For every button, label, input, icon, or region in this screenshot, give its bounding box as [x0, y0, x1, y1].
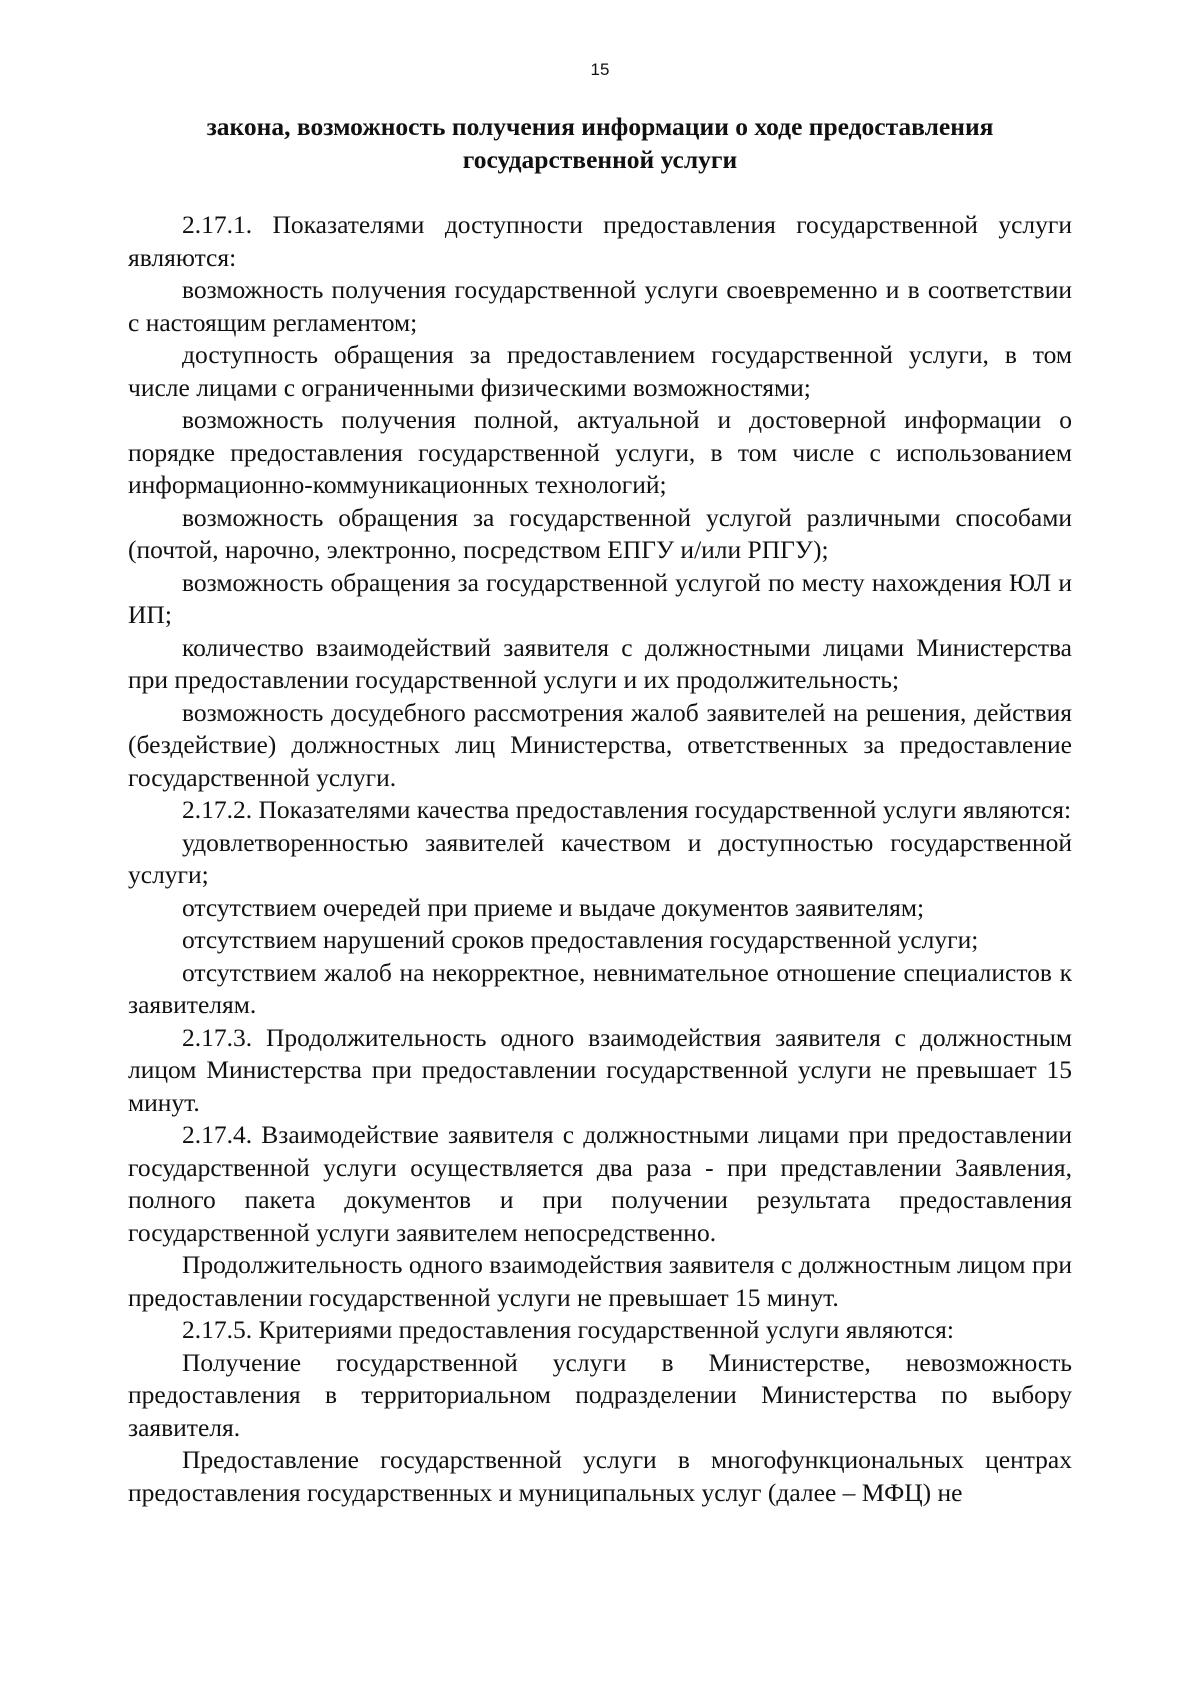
document-body — [128, 209, 1072, 1509]
paragraph: Предоставление государственной услуги в многофункциональных центрах предоставления государственных и муниципальных услуг (далее – МФЦ) не — [128, 1445, 1072, 1507]
heading-line-1: закона, возможность получения информации о ходе предоставления — [206, 112, 994, 141]
paragraph: Продолжительность одного взаимодействия заявителя с должностным лицом при предоставлении государственной услуги не превышает 15 минут. — [128, 1250, 1072, 1312]
paragraph-2-17-3: 2.17.3. Продолжительность одного взаимодействия заявителя с должностным лицом Министерства при предоставлении государственной услуги не превышает 15 минут. — [128, 1022, 1072, 1117]
list-item: количество взаимодействий заявителя с должностными лицами Министерства при предоставлении государственной услуги и их продолжительность; — [128, 632, 1072, 694]
paragraph: Получение государственной услуги в Министерстве, невозможность предоставления в территориальном подразделении Министерства по выбору заявителя. — [128, 1347, 1072, 1442]
list-item: возможность досудебного рассмотрения жалоб заявителей на решения, действия (бездействие) должностных лиц Министерства, ответственных за предоставление государственной услуги. — [128, 697, 1072, 792]
list-item: возможность обращения за государственной услугой по месту нахождения ЮЛ и ИП; — [128, 567, 1072, 629]
list-item: удовлетворенностью заявителей качеством и доступностью государственной услуги; — [128, 827, 1072, 889]
page-number: 15 — [590, 60, 610, 79]
paragraph-2-17-4: 2.17.4. Взаимодействие заявителя с должностными лицами при предоставлении государственной услуги осуществляется два раза - при представлении Заявления, полного пакета документов и при получении результата предоставления государственной услуги заявителем непосредственно. — [128, 1120, 1072, 1247]
paragraph-2-17-2: 2.17.2. Показателями качества предоставления государственной услуги являются: — [182, 795, 1072, 824]
list-item: возможность получения государственной услуги своевременно и в соответствии с настоящим регламентом; — [128, 275, 1072, 337]
section-heading — [128, 110, 1072, 176]
paragraph-2-17-1: 2.17.1. Показателями доступности предоставления государственной услуги являются: — [128, 210, 1072, 272]
paragraph-2-17-5: 2.17.5. Критериями предоставления государственной услуги являются: — [182, 1315, 954, 1344]
heading-line-2: государственной услуги — [462, 145, 738, 174]
list-item: отсутствием очередей при приеме и выдаче документов заявителям; — [182, 892, 925, 922]
list-item: отсутствием нарушений сроков предоставления государственной услуги; — [182, 925, 979, 954]
list-item: возможность получения полной, актуальной и достоверной информации о порядке предоставления государственной услуги, в том числе с использованием информационно-коммуникационных технологий; — [128, 405, 1072, 499]
list-item: возможность обращения за государственной услугой различными способами (почтой, нарочно, электронно, посредством ЕПГУ и/или РПГУ); — [128, 502, 1072, 564]
list-item: отсутствием жалоб на некорректное, невнимательное отношение специалистов к заявителям. — [128, 957, 1072, 1019]
list-item: доступность обращения за предоставлением государственной услуги, в том числе лицами с ограниченными физическими возможностями; — [128, 340, 1072, 402]
